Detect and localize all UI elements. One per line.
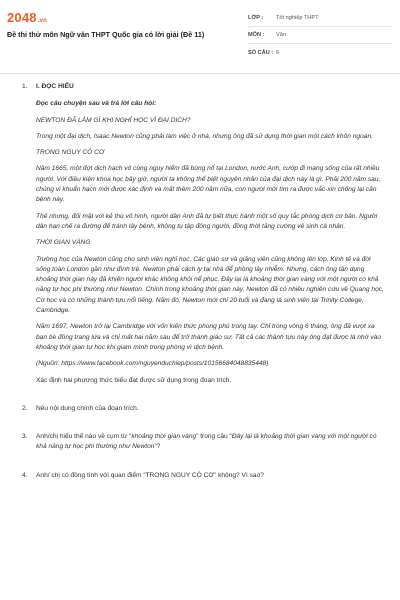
- question-number: 1.: [22, 83, 28, 90]
- passage-paragraph: Trong một đại dịch, Isaac Newton cũng phải làm việc ở nhà, nhưng ông đã sử dụng thời gian một cách khôn ngoan.: [36, 132, 373, 140]
- exam-meta: [248, 10, 392, 61]
- question-text-post: ”?: [154, 443, 161, 451]
- question-1: [22, 82, 384, 92]
- meta-label: MÔN :: [248, 32, 265, 38]
- question-quote-sentence: Đây lại là khoảng thời gian vàng với một người có khả năng tự học phi thường như Newton: [36, 433, 377, 451]
- logo-sub: .vn: [37, 18, 48, 24]
- passage-source: (Nguồn: https://www.facebook.com/nguyenduchiep/posts/10156684048835448): [36, 360, 269, 368]
- meta-row-class: [248, 10, 392, 27]
- passage-paragraph: Năm 1697, Newton trở lại Cambridge với vốn kiến thức phong phú trong tay. Chỉ trong vòng 6 tháng, ông đã vượt xa bạn bè đồng trang lứa và chỉ mất hai năm sau để trở thành giáo sư. Tất cả các thành tựu này ông đạt được là nhờ vào khoảng thời gian tự học khi giam mình trong phòng vì dịch bệnh.: [36, 323, 382, 351]
- question-text: Nêu nội dung chính của đoạn trích.: [36, 404, 139, 412]
- question-text: [36, 432, 384, 453]
- passage-subheading: TRONG NGUY CÓ CƠ: [36, 149, 105, 157]
- question-3: [22, 432, 384, 453]
- page-title: Đề thi thử môn Ngữ văn THPT Quốc gia có lời giải (Đề 11): [7, 30, 205, 39]
- logo-main: 2048: [7, 10, 37, 25]
- passage-paragraph: Thế nhưng, đối mặt với kẻ thù vô hình, người dân Anh đã tự biết thực hành một số quy tắc phòng dịch cơ bản. Người dân hạn chế ra đường để tránh lây bệnh, không tụ tập đông người, đồng thời tăng cường vệ sinh cá nhân.: [36, 212, 378, 230]
- question-number: 4.: [22, 471, 28, 479]
- question-text-mid: ” trong câu “: [196, 433, 232, 441]
- meta-row-count: [248, 44, 392, 61]
- question-quote-term: khoảng thời gian vàng: [131, 433, 197, 441]
- question-text-pre: Anh/chị hiểu thế nào về cụm từ “: [36, 433, 132, 441]
- reading-passage: [22, 99, 384, 386]
- meta-value: Tốt nghiệp THPT: [276, 15, 319, 21]
- question-text: Anh/ chị có đồng tình với quan điểm “TRONG NGUY CÓ CƠ” không? Vì sao?: [36, 471, 264, 479]
- question-number: 2.: [22, 404, 28, 412]
- meta-label: LỚP :: [248, 15, 264, 21]
- passage-paragraph: Trường học của Newton cũng cho sinh viên nghỉ học. Các giáo sư và giảng viên cũng không lên lớp. Kinh tế và đời sống toàn London gần như đình trệ. Newton phải cách ly tại nhà để phòng lây nhiễm. Nhưng, cách ông tận dụng khoảng thời gian này đã khiến người khác không khỏi nể phục. Đây lại là khoảng thời gian vàng với một người có khả năng tự học phi thường như Newton. Chính trong khoảng thời gian này, Newton đã có nhiều nghiên cứu về Quang học, Cơ học và có những thành tựu nổi tiếng. Năm đó, Newton mới chỉ 20 tuổi và đang là sinh viên tại Trinity College, Cambridge.: [36, 255, 384, 315]
- meta-row-subject: [248, 27, 392, 44]
- meta-value: Văn: [276, 32, 286, 38]
- meta-label: SỐ CÂU :: [248, 49, 274, 56]
- question-2: [22, 404, 384, 414]
- question-4: [22, 471, 384, 481]
- passage-paragraph: Năm 1665, một đợt dịch hạch vô cùng nguy hiểm đã bùng nổ tại London, nước Anh, cướp đi mạng sống của rất nhiều người. Với điều kiện khoa học bấy giờ, người ta không thể biết nguyên nhân của đại dịch này là gì. Phải 200 năm sau, chủng vi khuẩn hạch mới được xác định và mất thêm 200 năm nữa, con người mới tìm ra được vắc-xin chống lại căn bệnh này.: [36, 165, 381, 204]
- header: [0, 0, 400, 74]
- passage-subheading: THỜI GIAN VÀNG: [36, 239, 91, 247]
- question-task: Xác định hai phương thức biểu đạt được sử dụng trong đoạn trích.: [36, 376, 232, 384]
- section-heading: I. ĐỌC HIỂU: [36, 83, 74, 90]
- site-logo[interactable]: [7, 10, 47, 25]
- meta-value: 6: [276, 49, 280, 56]
- passage-title: NEWTON ĐÃ LÀM GÌ KHI NGHỈ HỌC VÌ ĐẠI DỊCH?: [36, 116, 191, 124]
- exam-content: [22, 82, 384, 481]
- question-number: 3.: [22, 433, 28, 441]
- instruction: Đọc câu chuyện sau và trả lời câu hỏi:: [36, 100, 157, 108]
